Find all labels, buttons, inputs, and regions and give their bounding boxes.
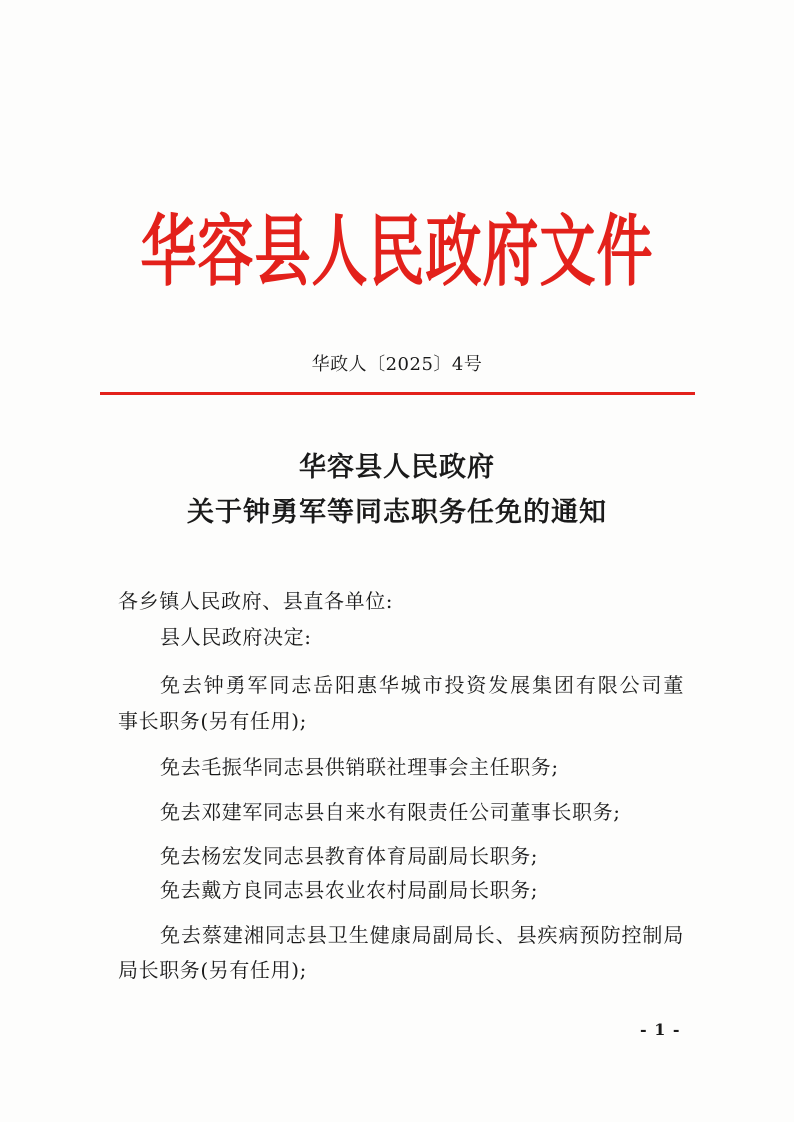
document-number: 华政人〔2025〕4号 bbox=[311, 354, 483, 375]
body-line: 局长职务(另有任用); bbox=[118, 958, 307, 982]
notice-title-line-1: 华容县人民政府 bbox=[299, 452, 495, 483]
salutation: 各乡镇人民政府、县直各单位: bbox=[118, 589, 394, 613]
body-line: 免去毛振华同志县供销联社理事会主任职务; bbox=[160, 755, 559, 779]
notice-title-line-2: 关于钟勇军等同志职务任免的通知 bbox=[187, 497, 607, 528]
body-line: 免去钟勇军同志岳阳惠华城市投资发展集团有限公司董 bbox=[160, 673, 684, 697]
body-line: 免去戴方良同志县农业农村局副局长职务; bbox=[160, 878, 539, 902]
red-divider-line bbox=[100, 392, 695, 395]
page-number: - 1 - bbox=[640, 1020, 681, 1039]
body-line: 事长职务(另有任用); bbox=[118, 709, 307, 733]
body-line: 免去邓建军同志县自来水有限责任公司董事长职务; bbox=[160, 800, 621, 824]
body-line: 县人民政府决定: bbox=[160, 625, 312, 649]
body-line: 免去蔡建湘同志县卫生健康局副局长、县疾病预防控制局 bbox=[160, 923, 684, 947]
document-header-title: 华容县人民政府文件 bbox=[140, 206, 654, 298]
body-line: 免去杨宏发同志县教育体育局副局长职务; bbox=[160, 844, 539, 868]
